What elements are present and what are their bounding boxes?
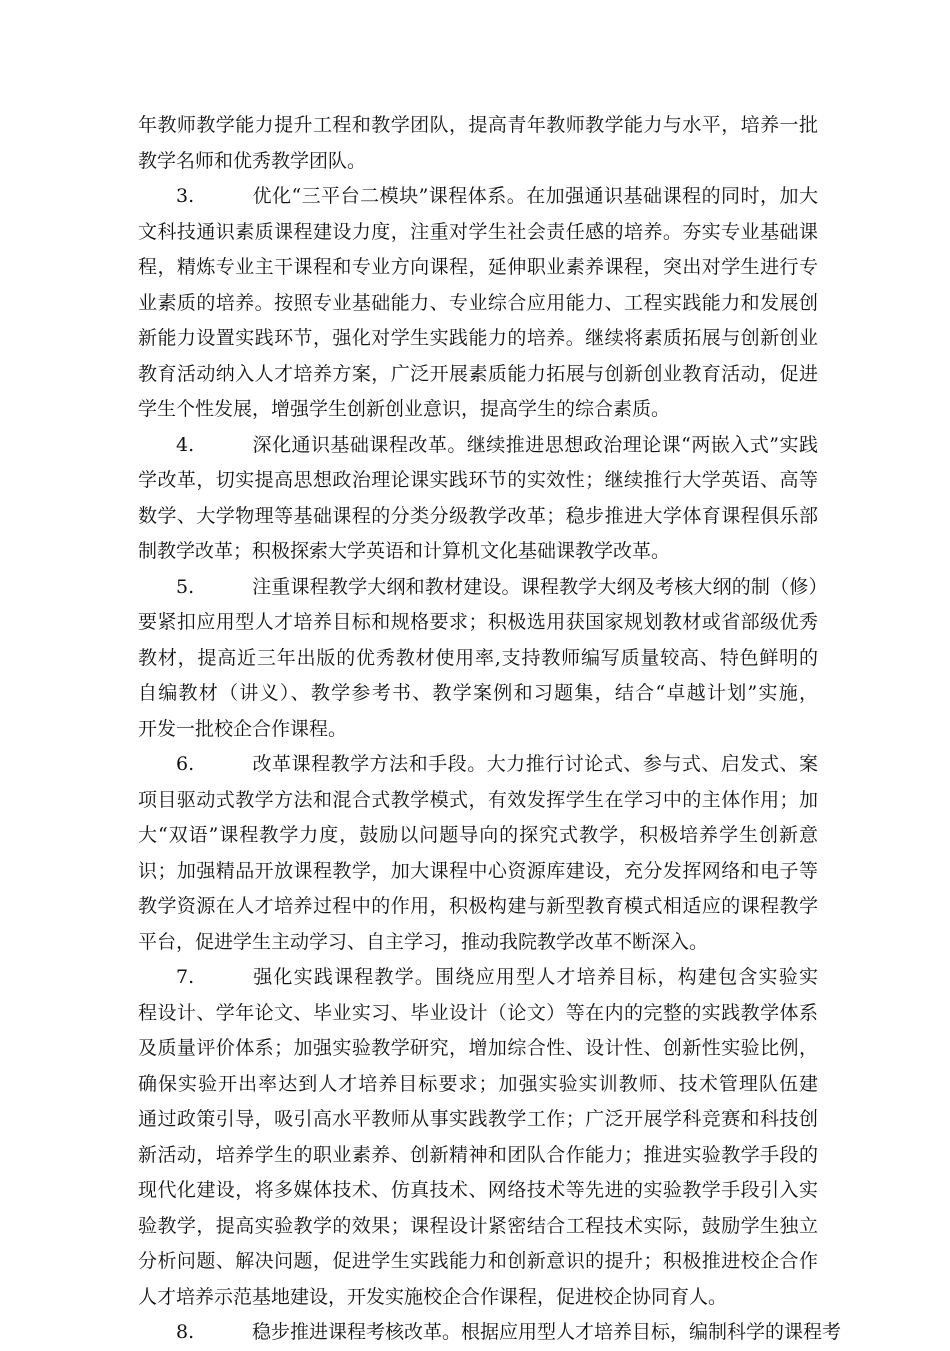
text-line bbox=[138, 108, 818, 144]
line-text: 教学名师和优秀教学团队。 bbox=[138, 149, 367, 172]
line-text: 学生个性发展，增强学生创新创业意识，提高学生的综合素质。 bbox=[138, 398, 671, 420]
text-line bbox=[138, 321, 818, 357]
paragraph bbox=[138, 960, 818, 1315]
text-line bbox=[138, 818, 818, 854]
paragraph-number: 8. bbox=[176, 1321, 195, 1343]
line-text: 学改革，切实提高思想政治理论课实践环节的实效性；继续推行大学英语、高等 bbox=[138, 469, 818, 491]
line-text: 教学资源在人才培养过程中的作用，积极构建与新型教育模式相适应的课程教学 bbox=[138, 895, 818, 917]
paragraph-number: 7. bbox=[176, 966, 195, 988]
line-text: 自编教材（讲义）、教学参考书、教学案例和习题集，结合“卓越计划”实施， bbox=[138, 682, 818, 704]
paragraph bbox=[138, 747, 818, 960]
text-line bbox=[138, 996, 818, 1032]
line-text: 教材，提高近三年出版的优秀教材使用率,支持教师编写质量较高、特色鲜明的 bbox=[138, 646, 818, 669]
line-text: 人才培养示范基地建设，开发实施校企合作课程，促进校企协同育人。 bbox=[138, 1285, 728, 1308]
line-text: 现代化建设，将多媒体技术、仿真技术、网络技术等先进的实验教学手段引入实 bbox=[138, 1179, 818, 1201]
text-line bbox=[138, 570, 818, 606]
paragraph-number: 4. bbox=[176, 433, 195, 456]
text-line bbox=[138, 144, 818, 180]
line-text: 文科技通识素质课程建设力度，注重对学生社会责任感的培养。夯实专业基础课 bbox=[138, 220, 818, 243]
text-line bbox=[138, 605, 818, 641]
text-line bbox=[138, 641, 818, 677]
paragraph bbox=[138, 179, 818, 428]
text-line bbox=[138, 179, 818, 215]
paragraph-number: 3. bbox=[176, 185, 195, 207]
line-text: 优化“三平台二模块”课程体系。在加强通识基础课程的同时，加大 bbox=[252, 185, 818, 207]
line-text: 稳步推进课程考核改革。根据应用型人才培养目标，编制科学的课程考 bbox=[252, 1321, 842, 1343]
text-line bbox=[138, 1209, 818, 1245]
text-line bbox=[138, 854, 818, 890]
text-line bbox=[138, 960, 818, 996]
line-text: 项目驱动式教学方法和混合式教学模式，有效发挥学生在学习中的主体作用；加 bbox=[138, 788, 818, 811]
text-line bbox=[138, 286, 818, 322]
line-text: 注重课程教学大纲和教材建设。课程教学大纲及考核大纲的制（修） bbox=[252, 575, 818, 598]
text-line bbox=[138, 1067, 818, 1103]
line-text: 要紧扣应用型人才培养目标和规格要求；积极选用获国家规划教材或省部级优秀 bbox=[138, 611, 818, 633]
text-line bbox=[138, 676, 818, 712]
text-line bbox=[138, 463, 818, 499]
paragraph bbox=[138, 1315, 842, 1351]
text-line bbox=[138, 1280, 818, 1316]
text-line bbox=[138, 747, 818, 783]
text-line bbox=[138, 392, 818, 428]
line-text: 数学、大学物理等基础课程的分类分级教学改革；稳步推进大学体育课程俱乐部 bbox=[138, 504, 818, 527]
line-text: 程，精炼专业主干课程和专业方向课程，延伸职业素养课程，突出对学生进行专 bbox=[138, 256, 818, 278]
text-line bbox=[138, 357, 818, 393]
line-text: 强化实践课程教学。围绕应用型人才培养目标，构建包含实验实 bbox=[252, 966, 818, 988]
paragraph bbox=[138, 428, 818, 570]
line-text: 年教师教学能力提升工程和教学团队，提高青年教师教学能力与水平，培养一批 bbox=[138, 114, 818, 136]
line-text: 验教学，提高实验教学的效果；课程设计紧密结合工程技术实际，鼓励学生独立 bbox=[138, 1214, 818, 1237]
line-text: 平台，促进学生主动学习、自主学习，推动我院教学改革不断深入。 bbox=[138, 930, 709, 953]
line-text: 新能力设置实践环节，强化对学生实践能力的培养。继续将素质拓展与创新创业 bbox=[138, 327, 818, 349]
text-line bbox=[138, 1244, 818, 1280]
paragraph bbox=[138, 108, 818, 179]
text-line bbox=[138, 1031, 818, 1067]
text-line bbox=[138, 925, 818, 961]
line-text: 制教学改革；积极探索大学英语和计算机文化基础课教学改革。 bbox=[138, 540, 671, 562]
text-line bbox=[138, 250, 818, 286]
document-body bbox=[138, 108, 842, 1351]
paragraph bbox=[138, 570, 818, 748]
line-text: 大“双语”课程教学力度，鼓励以问题导向的探究式教学，积极培养学生创新意 bbox=[138, 824, 818, 846]
line-text: 识；加强精品开放课程教学，加大课程中心资源库建设，充分发挥网络和电子等 bbox=[138, 859, 818, 882]
line-text: 业素质的培养。按照专业基础能力、专业综合应用能力、工程实践能力和发展创 bbox=[138, 291, 818, 314]
line-text: 深化通识基础课程改革。继续推进思想政治理论课“两嵌入式”实践 bbox=[252, 433, 818, 456]
line-text: 通过政策引导，吸引高水平教师从事实践教学工作；广泛开展学科竞赛和科技创 bbox=[138, 1108, 818, 1130]
line-text: 教育活动纳入人才培养方案，广泛开展素质能力拓展与创新创业教育活动，促进 bbox=[138, 362, 818, 385]
text-line bbox=[138, 889, 818, 925]
line-text: 及质量评价体系；加强实验教学研究，增加综合性、设计性、创新性实验比例， bbox=[138, 1037, 818, 1059]
text-line bbox=[138, 428, 818, 464]
line-text: 分析问题、解决问题，促进学生实践能力和创新意识的提升；积极推进校企合作 bbox=[138, 1250, 818, 1272]
line-text: 开发一批校企合作课程。 bbox=[138, 717, 348, 740]
line-text: 程设计、学年论文、毕业实习、毕业设计（论文）等在内的完整的实践教学体系 bbox=[138, 1001, 818, 1024]
line-text: 改革课程教学方法和手段。大力推行讨论式、参与式、启发式、案 bbox=[252, 753, 818, 775]
paragraph-number: 6. bbox=[176, 753, 195, 775]
text-line bbox=[138, 215, 818, 251]
text-line bbox=[138, 712, 818, 748]
paragraph-number: 5. bbox=[176, 575, 195, 598]
text-line bbox=[138, 1102, 818, 1138]
text-line bbox=[138, 499, 818, 535]
text-line bbox=[138, 534, 818, 570]
text-line bbox=[138, 1138, 818, 1174]
line-text: 新活动，培养学生的职业素养、创新精神和团队合作能力；推进实验教学手段的 bbox=[138, 1143, 818, 1166]
text-line bbox=[138, 783, 818, 819]
line-text: 确保实验开出率达到人才培养目标要求；加强实验实训教师、技术管理队伍建 bbox=[138, 1072, 818, 1095]
text-line bbox=[138, 1173, 818, 1209]
text-line bbox=[138, 1315, 842, 1351]
